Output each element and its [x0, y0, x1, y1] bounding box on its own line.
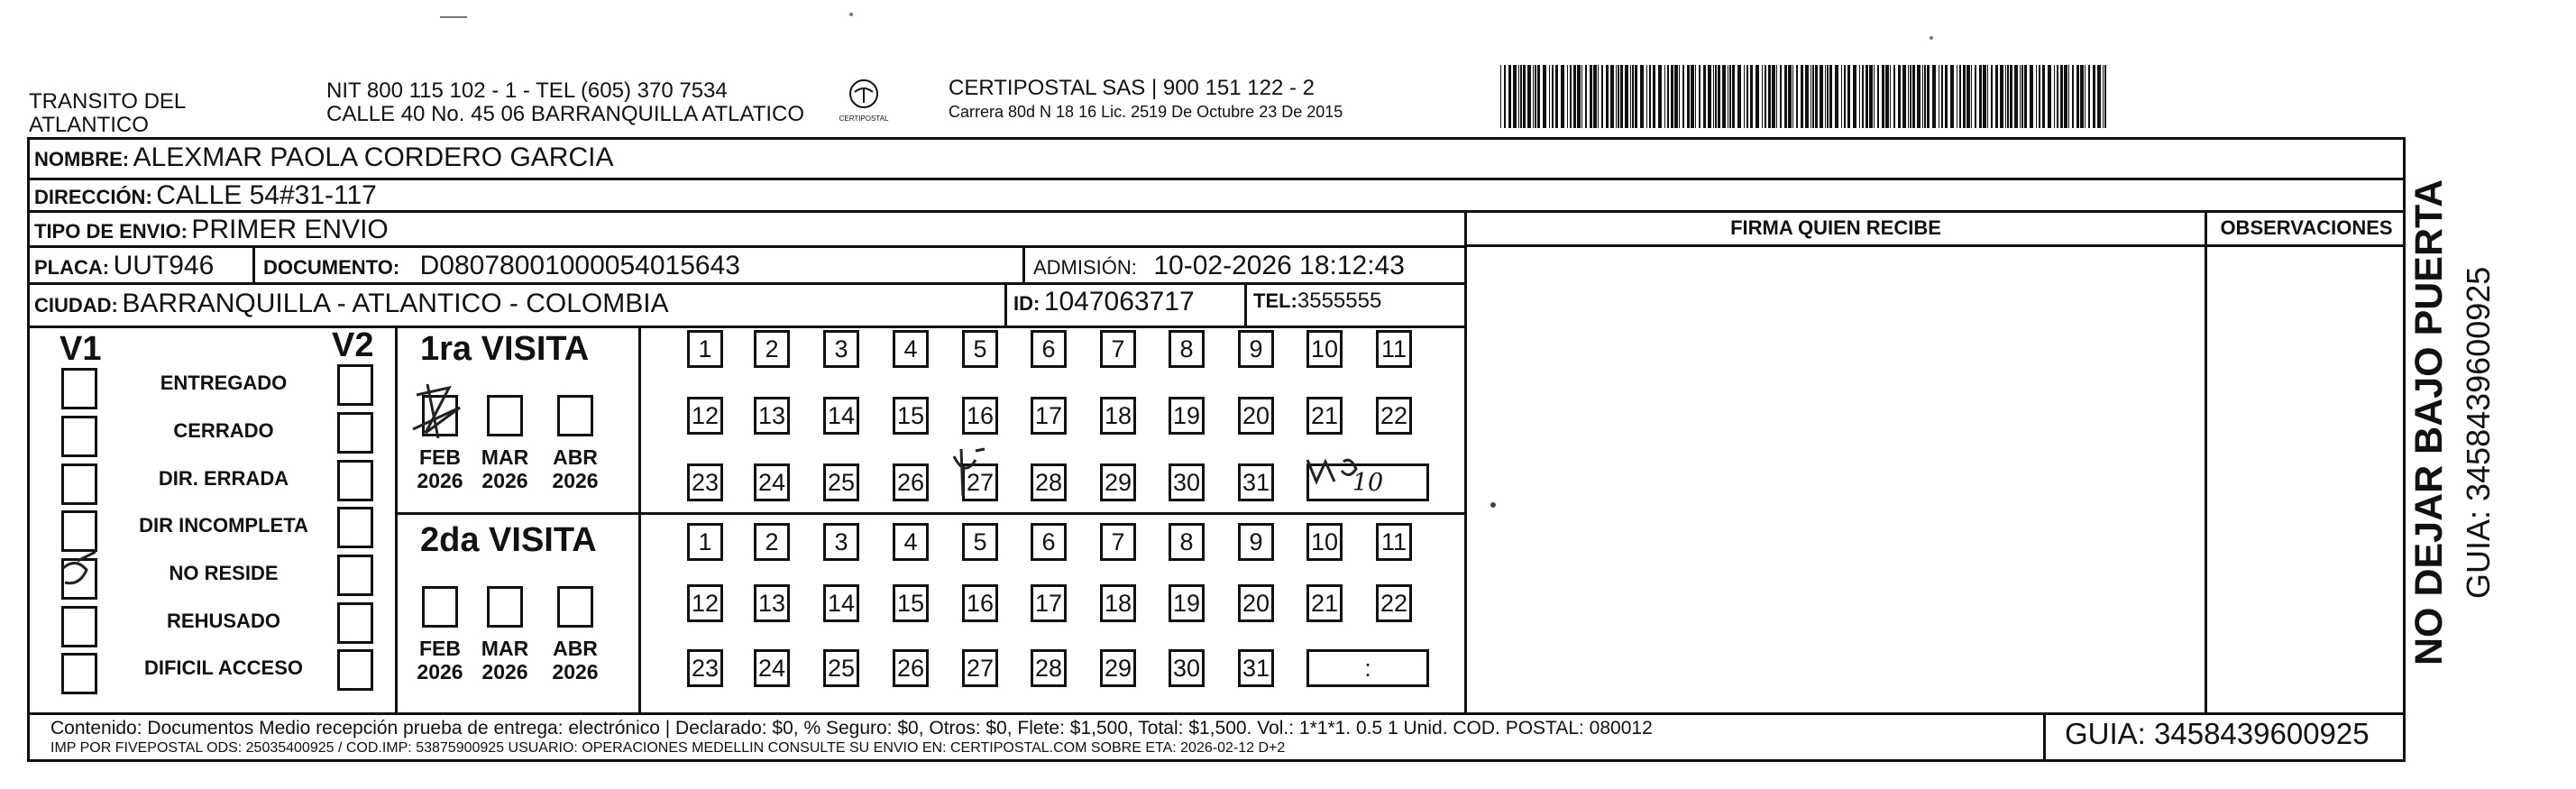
day-box[interactable]: 3 [823, 330, 859, 368]
month-name: ABR [553, 637, 598, 660]
footer-guide-number: GUIA: 3458439600925 [2065, 717, 2370, 750]
day-box[interactable]: 22 [1376, 397, 1412, 435]
day-box[interactable]: 15 [893, 397, 929, 435]
day-box[interactable]: 9 [1238, 330, 1274, 368]
status-label: CERRADO [173, 419, 274, 442]
day-box[interactable]: 11 [1376, 330, 1412, 368]
day-box[interactable]: 28 [1031, 463, 1067, 501]
document-value: D08078001000054015643 [419, 251, 740, 280]
day-box[interactable]: 3 [823, 523, 859, 561]
day-box[interactable]: 10 [1306, 330, 1343, 368]
day-box[interactable]: 30 [1169, 649, 1205, 687]
day-box[interactable]: 22 [1376, 584, 1412, 622]
ship-type-label: TIPO DE ENVIO: [34, 220, 188, 243]
day-box[interactable]: 12 [687, 584, 723, 622]
day-box[interactable]: 9 [1238, 523, 1274, 561]
recipient-name: ALEXMAR PAOLA CORDERO GARCIA [133, 142, 614, 172]
day-box[interactable]: 20 [1238, 397, 1274, 435]
handwritten-time: 10 [1352, 469, 1384, 497]
time-box[interactable]: : [1306, 649, 1429, 687]
day-box[interactable]: 30 [1169, 463, 1205, 501]
admission-value: 10-02-2026 18:12:43 [1153, 251, 1405, 280]
id-value: 1047063717 [1043, 287, 1195, 317]
day-box[interactable]: 7 [1100, 523, 1136, 561]
recipient-address: CALLE 54#31-117 [156, 180, 377, 210]
document-label: DOCUMENTO: [263, 256, 400, 279]
sender-line-2: ATLANTICO [29, 113, 149, 137]
day-box[interactable]: 4 [893, 330, 929, 368]
day-box[interactable]: 16 [962, 584, 998, 622]
name-label: NOMBRE: [34, 148, 130, 170]
day-box[interactable]: 19 [1169, 584, 1205, 622]
day-box[interactable]: 2 [754, 330, 790, 368]
day-box[interactable]: 10 [1306, 523, 1343, 561]
day-box[interactable]: 19 [1169, 397, 1205, 435]
scan-mark [440, 16, 467, 18]
plate-label: PLACA: [34, 256, 110, 279]
observations-column-header: OBSERVACIONES [2220, 216, 2393, 239]
day-box[interactable]: 27 [962, 649, 998, 687]
month-name: MAR [481, 445, 529, 469]
day-box[interactable]: 26 [893, 649, 929, 687]
month-year: 2026 [417, 469, 463, 492]
day-box[interactable]: 15 [893, 584, 929, 622]
plate-value: UUT946 [113, 251, 215, 280]
day-box[interactable]: 24 [754, 649, 790, 687]
day-box[interactable]: 5 [962, 523, 998, 561]
day-box[interactable]: 23 [687, 649, 723, 687]
day-box[interactable]: 18 [1100, 584, 1136, 622]
city-value: BARRANQUILLA - ATLANTICO - COLOMBIA [122, 289, 669, 318]
content-line: Contenido: Documentos Medio recepción prueba de entrega: electrónico | Declarado: $0, % Seguro: $0, Otros: $0, Flete: $1,500, Total: $1,500. Vol.: 1*1*1. 0.5 1 Unid. COD. POSTAL: 080012 [50, 718, 1653, 739]
v2-label: V2 [332, 326, 374, 364]
day-box[interactable]: 8 [1169, 523, 1205, 561]
day-box[interactable]: 28 [1031, 649, 1067, 687]
time-mark [1307, 460, 1356, 482]
company-line: CERTIPOSTAL SAS | 900 151 122 - 2 [949, 76, 1315, 100]
month-name: FEB [419, 637, 461, 660]
day-box[interactable]: 25 [823, 649, 859, 687]
month-year: 2026 [481, 469, 528, 492]
day-box[interactable]: 6 [1031, 523, 1067, 561]
v1-label: V1 [60, 330, 102, 368]
status-label: ENTREGADO [160, 372, 288, 394]
month-name: FEB [419, 445, 461, 469]
day-box[interactable]: 21 [1306, 584, 1343, 622]
day-box[interactable]: 13 [754, 397, 790, 435]
status-label: DIFICIL ACCESO [143, 656, 303, 679]
day-box[interactable]: 12 [687, 397, 723, 435]
day-box[interactable]: 29 [1100, 649, 1136, 687]
first-visit-title: 1ra VISITA [420, 330, 590, 368]
sender-line-1: TRANSITO DEL [29, 89, 187, 114]
tel-value: 3555555 [1297, 289, 1382, 313]
address-label: DIRECCIÓN: [34, 186, 152, 208]
second-visit-title: 2da VISITA [420, 521, 597, 559]
day-box[interactable]: 1 [687, 523, 723, 561]
day-box[interactable]: 1 [687, 330, 723, 368]
day-box[interactable]: 23 [687, 463, 723, 501]
scan-dot [1930, 36, 1933, 40]
day-box[interactable]: 4 [893, 523, 929, 561]
day-box[interactable]: 27 [962, 463, 998, 501]
print-line: IMP POR FIVEPOSTAL ODS: 25035400925 / COD.IMP: 53875900925 USUARIO: OPERACIONES MEDELLIN CONSULTE SU ENVIO EN: CERTIPOSTAL.COM SOBRE ETA: 2026-02-12 D+2 [50, 740, 1286, 756]
day-box[interactable]: 31 [1238, 649, 1274, 687]
admission-label: ADMISIÓN: [1033, 256, 1137, 279]
day-box[interactable]: 20 [1238, 584, 1274, 622]
side-guide-number: GUIA: 3458439600925 [2460, 266, 2497, 599]
status-label: DIR. ERRADA [158, 467, 289, 490]
day-box[interactable]: 14 [823, 397, 859, 435]
day-box[interactable]: 31 [1238, 463, 1274, 501]
day-box[interactable]: 16 [962, 397, 998, 435]
tel-label: TEL: [1253, 289, 1297, 312]
month-year: 2026 [552, 660, 599, 683]
month-name: ABR [553, 445, 598, 469]
side-notice: NO DEJAR BAJO PUERTA [2407, 179, 2451, 665]
day-27-mark [954, 449, 985, 496]
day-box[interactable]: 21 [1306, 397, 1343, 435]
day-box[interactable]: 13 [754, 584, 790, 622]
day-box[interactable]: 24 [754, 463, 790, 501]
day-box[interactable]: 5 [962, 330, 998, 368]
day-box[interactable]: 17 [1031, 397, 1067, 435]
day-box[interactable]: 14 [823, 584, 859, 622]
signature-column-header: FIRMA QUIEN RECIBE [1730, 216, 1941, 239]
day-box[interactable]: 18 [1100, 397, 1136, 435]
day-box[interactable]: 8 [1169, 330, 1205, 368]
ship-type: PRIMER ENVIO [191, 215, 389, 244]
day-box[interactable]: 29 [1100, 463, 1136, 501]
status-label: NO RESIDE [169, 562, 279, 584]
license-line: Carrera 80d N 18 16 Lic. 2519 De Octubre 23 De 2015 [949, 103, 1343, 121]
month-year: 2026 [417, 660, 463, 683]
day-box[interactable]: 2 [754, 523, 790, 561]
status-label: DIR INCOMPLETA [139, 514, 308, 537]
day-box[interactable]: 11 [1376, 523, 1412, 561]
day-box[interactable]: 26 [893, 463, 929, 501]
day-box[interactable]: 7 [1100, 330, 1136, 368]
day-box[interactable]: 6 [1031, 330, 1067, 368]
nit-line: NIT 800 115 102 - 1 - TEL (605) 370 7534 [326, 78, 728, 103]
month-name: MAR [481, 637, 529, 660]
id-label: ID: [1013, 292, 1040, 315]
logo-text: CERTIPOSTAL [839, 115, 889, 123]
day-box[interactable]: 25 [823, 463, 859, 501]
feb-checkmark [413, 384, 460, 438]
no-reside-mark [63, 552, 96, 583]
scan-dot [849, 13, 853, 16]
status-label: REHUSADO [167, 610, 280, 632]
sender-address: CALLE 40 No. 45 06 BARRANQUILLA ATLATICO [326, 102, 805, 126]
month-year: 2026 [552, 469, 599, 492]
day-box[interactable]: 17 [1031, 584, 1067, 622]
ink-dot [1490, 502, 1496, 508]
city-label: CIUDAD: [34, 294, 118, 317]
month-year: 2026 [481, 660, 528, 683]
